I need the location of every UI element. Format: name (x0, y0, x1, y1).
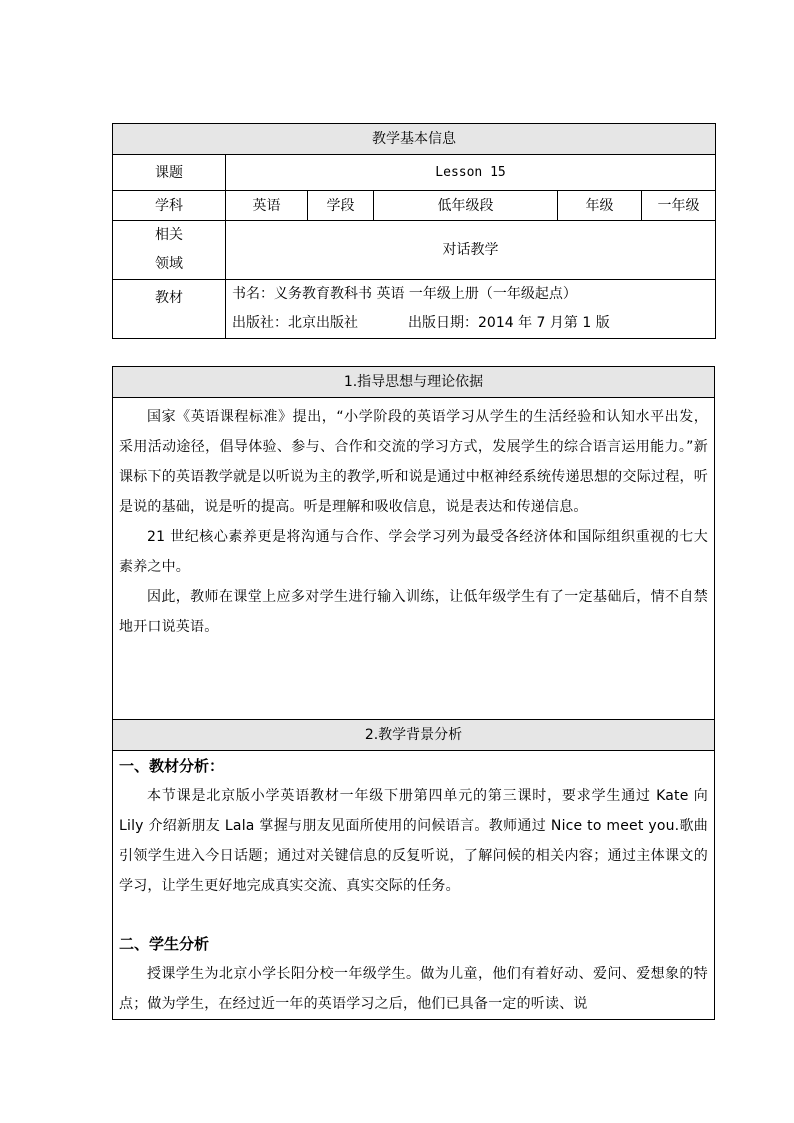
subject-label: 学科 (113, 191, 226, 221)
domain-label-line2: 领域 (155, 256, 183, 272)
section1-paragraph: 因此，教师在课堂上应多对学生进行输入训练，让低年级学生有了一定基础后，情不自禁地开口说英语。 (119, 589, 708, 635)
section1-paragraph: 21 世纪核心素养更是将沟通与合作、学会学习列为最受各经济体和国际组织重视的七大素养之中。 (119, 529, 708, 575)
stage-label: 学段 (308, 191, 374, 221)
analysis-table (112, 366, 715, 1020)
section1-body (113, 398, 715, 720)
textbook-analysis-heading: 一、教材分析： (119, 757, 225, 775)
section2-title: 2.教学背景分析 (113, 720, 715, 751)
section2-body (113, 751, 715, 1020)
student-analysis-text: 授课学生为北京小学长阳分校一年级学生。做为儿童，他们有着好动、爱问、爱想象的特点；做为学生，在经过近一年的英语学习之后，他们已具备一定的听读、说 (119, 966, 708, 1012)
material-label: 教材 (113, 280, 226, 339)
material-publisher: 出版社：北京出版社 (232, 315, 358, 331)
basic-info-title: 教学基本信息 (113, 124, 716, 155)
domain-label (113, 221, 226, 280)
material-value (226, 280, 716, 339)
textbook-analysis-text: 本节课是北京版小学英语教材一年级下册第四单元的第三课时，要求学生通过 Kate 向 Lily 介绍新朋友 Lala 掌握与朋友见面所使用的问候语言。教师通过 Nice to meet you.歌曲引领学生进入今日话题；通过对关键信息的反复听说，了解问候的相关内容；通过主体课文的学习，让学生更好地完成真实交流、真实交际的任务。 (119, 788, 708, 894)
grade-value: 一年级 (642, 191, 716, 221)
section1-paragraph: 国家《英语课程标准》提出，“小学阶段的英语学习从学生的生活经验和认知水平出发，采用活动途径，倡导体验、参与、合作和交流的学习方式，发展学生的综合语言运用能力。”新课标下的英语教学就是以听说为主的教学,听和说是通过中枢神经系统传递思想的交际过程，听是说的基础，说是听的提高。听是理解和吸收信息，说是表达和传递信息。 (119, 409, 708, 515)
domain-value: 对话教学 (226, 221, 716, 280)
student-analysis-heading: 二、学生分析 (119, 935, 210, 953)
topic-label: 课题 (113, 155, 226, 191)
material-book: 书名：义务教育教科书 英语 一年级上册（一年级起点） (232, 286, 577, 302)
grade-label: 年级 (558, 191, 642, 221)
stage-value: 低年级段 (374, 191, 558, 221)
basic-info-table (112, 123, 716, 339)
subject-value: 英语 (226, 191, 308, 221)
material-date: 出版日期：2014 年 7 月第 1 版 (408, 315, 610, 331)
topic-value: Lesson 15 (226, 155, 716, 191)
material-publisher-line (232, 309, 715, 338)
section1-title: 1.指导思想与理论依据 (113, 367, 715, 398)
domain-label-line1: 相关 (155, 227, 183, 243)
